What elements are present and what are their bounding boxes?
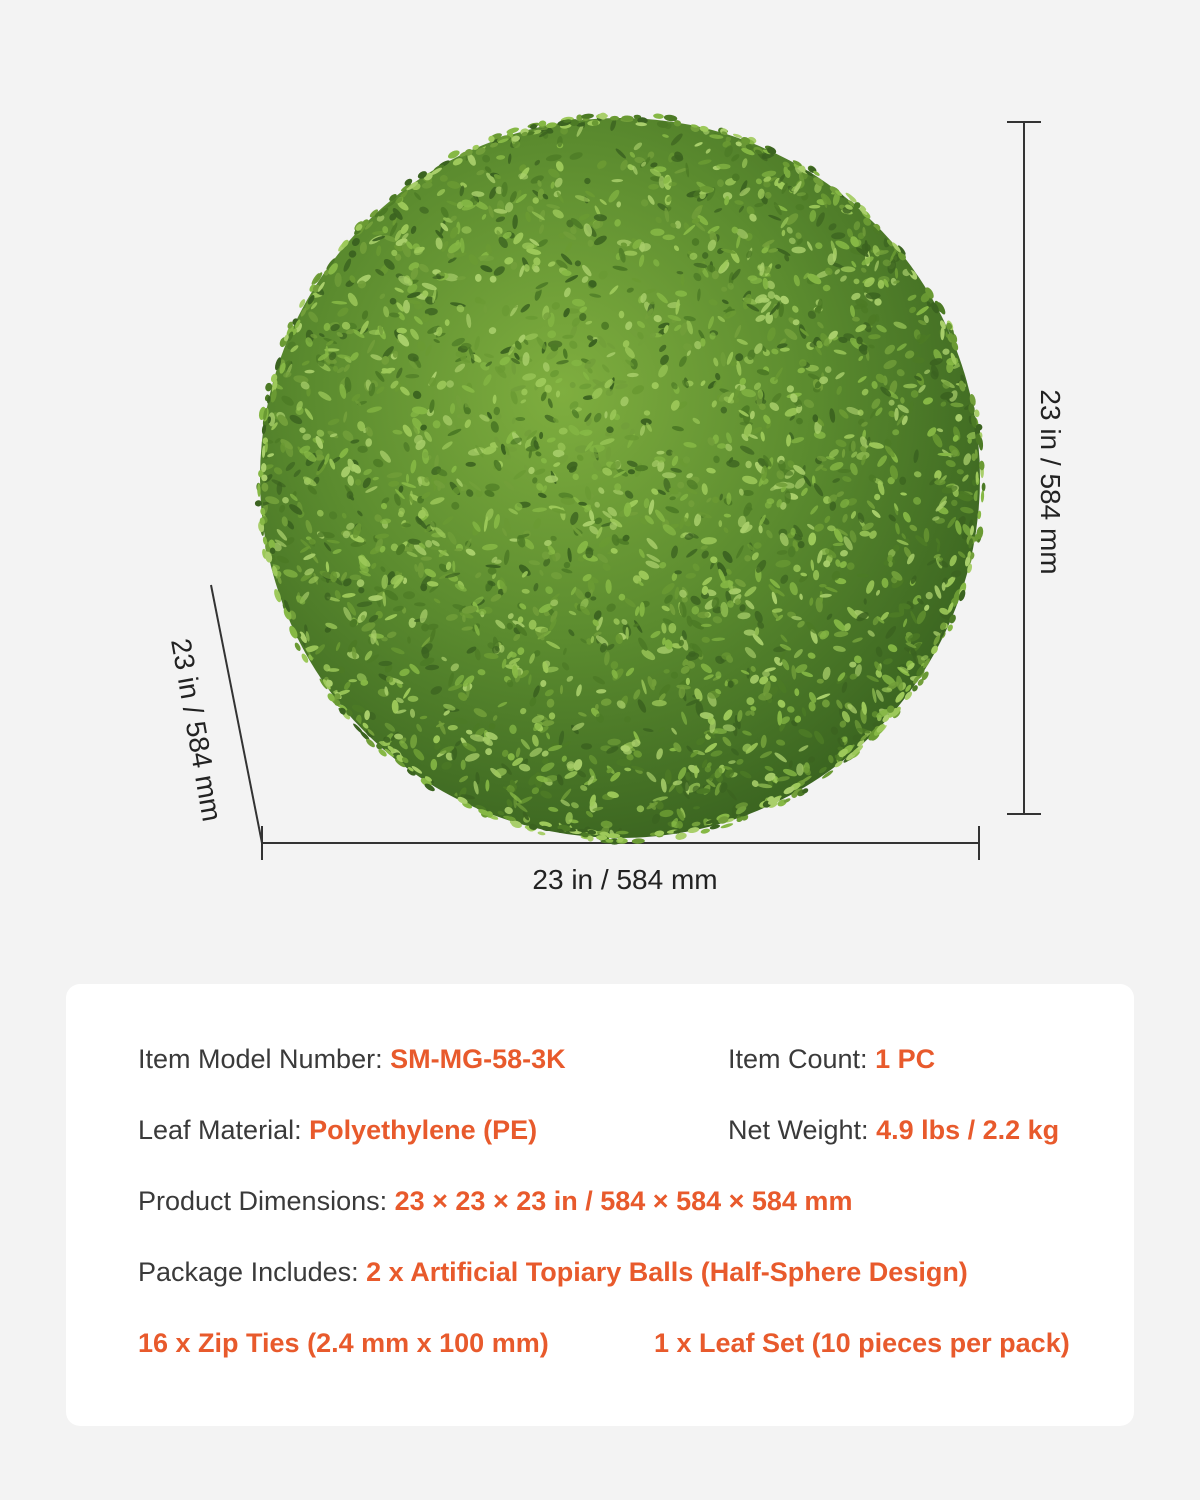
edge-leaf — [617, 837, 623, 842]
spec-label: Item Count: — [728, 1044, 876, 1074]
height-dimension-label: 23 in / 584 mm — [1035, 389, 1066, 575]
spec-package-includes — [138, 1257, 968, 1288]
depth-dimension-label: 23 in / 584 mm — [165, 636, 228, 824]
edge-leaf — [261, 475, 267, 482]
spec-net-weight — [728, 1115, 1059, 1146]
spec-label: Leaf Material: — [138, 1115, 310, 1145]
spec-value: 1 PC — [875, 1044, 936, 1074]
spec-leaf-material — [138, 1115, 537, 1146]
spec-item-count — [728, 1044, 935, 1075]
spec-leaf-set — [654, 1328, 1070, 1359]
leaf — [796, 763, 804, 776]
leaf — [350, 575, 362, 581]
leaf — [663, 235, 675, 241]
leaf — [715, 671, 721, 678]
spec-model-number — [138, 1044, 566, 1075]
spec-value: 4.9 lbs / 2.2 kg — [876, 1115, 1060, 1145]
edge-leaf — [616, 831, 629, 835]
spec-label: Item Model Number: — [138, 1044, 391, 1074]
spec-value: 16 x Zip Ties (2.4 mm x 100 mm) — [138, 1328, 549, 1358]
leaf — [619, 311, 625, 319]
leaf — [694, 765, 698, 778]
spec-label: Package Includes: — [138, 1257, 367, 1287]
specifications-card — [66, 984, 1134, 1426]
edge-leaf — [982, 483, 986, 492]
leaf — [581, 743, 592, 749]
edge-leaf — [537, 831, 546, 836]
leaf — [650, 229, 664, 236]
spec-product-dimensions — [138, 1186, 852, 1217]
edge-leaf — [976, 471, 979, 482]
spec-value: 2 x Artificial Topiary Balls (Half-Sphere Design) — [366, 1257, 968, 1287]
leaf — [610, 522, 617, 530]
leaf — [418, 562, 424, 578]
spec-zip-ties — [138, 1328, 549, 1359]
width-dimension-label: 23 in / 584 mm — [532, 864, 718, 895]
leaf — [466, 462, 476, 467]
spec-value: 1 x Leaf Set (10 pieces per pack) — [654, 1328, 1070, 1358]
leaf — [686, 678, 690, 685]
spec-label: Net Weight: — [728, 1115, 877, 1145]
leaf — [716, 164, 730, 170]
spec-value: Polyethylene (PE) — [309, 1115, 538, 1145]
leaf — [588, 240, 594, 247]
leaf — [445, 319, 450, 326]
leaf — [700, 338, 705, 347]
spec-value: SM-MG-58-3K — [390, 1044, 566, 1074]
leaf — [758, 298, 769, 303]
edge-leaf — [700, 828, 710, 835]
edge-leaf — [653, 113, 664, 119]
spec-value: 23 × 23 × 23 in / 584 × 584 × 584 mm — [394, 1186, 853, 1216]
leaf — [324, 593, 330, 601]
spec-label: Product Dimensions: — [138, 1186, 395, 1216]
edge-leaf — [981, 490, 985, 502]
